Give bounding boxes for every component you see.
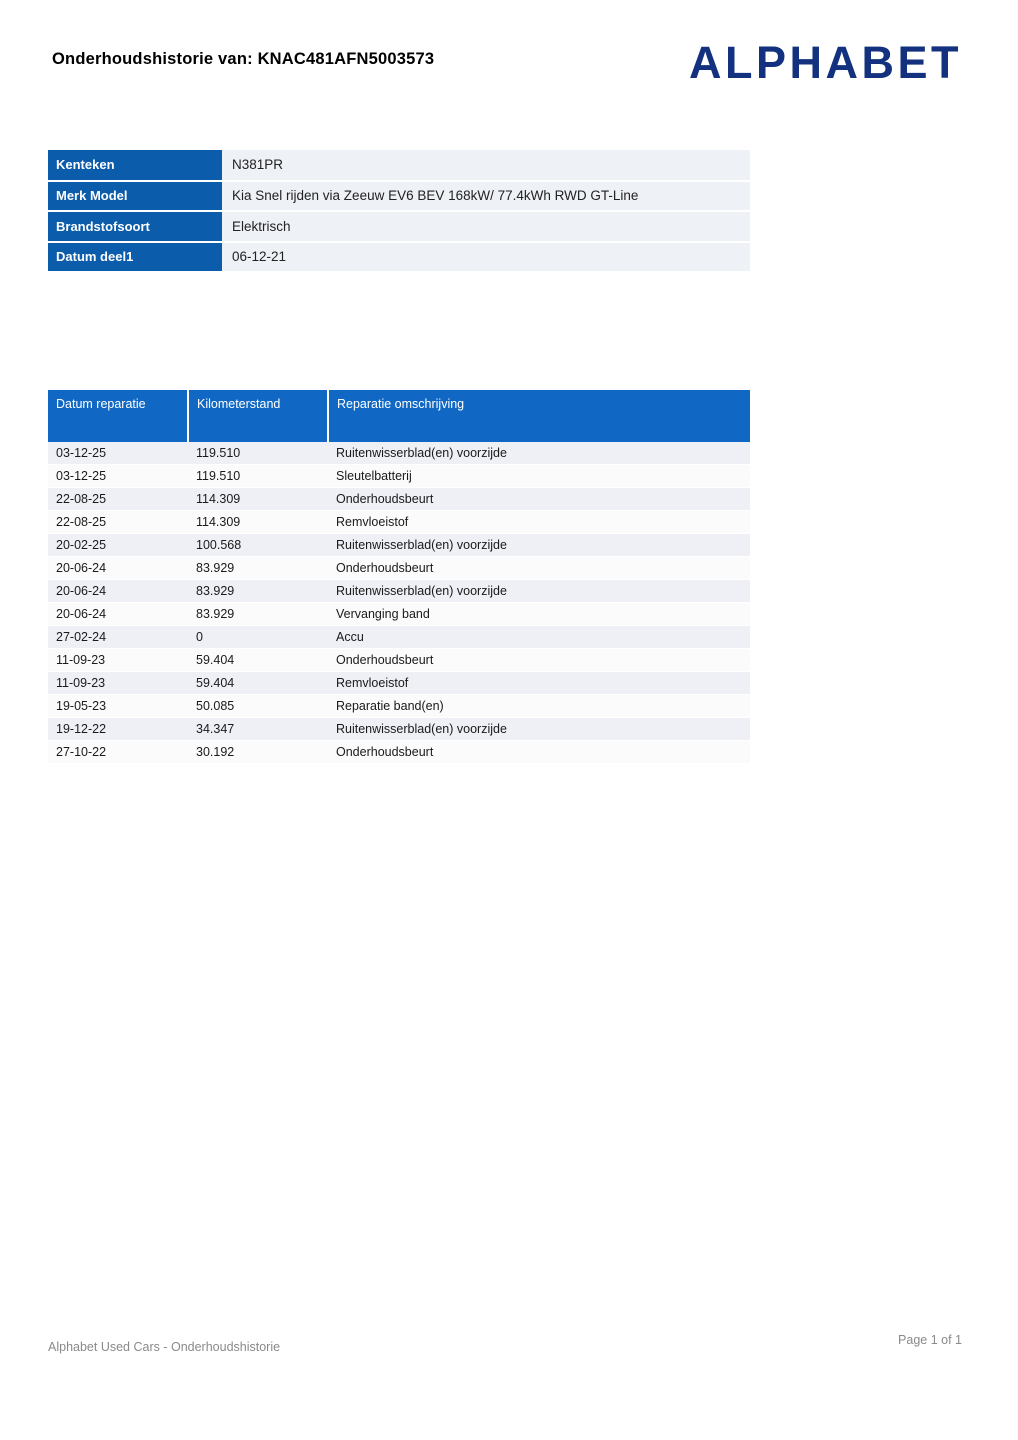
table-row <box>48 242 750 273</box>
cell-mileage: 83.929 <box>188 557 328 580</box>
table-row <box>48 741 750 764</box>
cell-date: 19-05-23 <box>48 695 188 718</box>
table-row <box>48 150 750 181</box>
cell-date: 20-06-24 <box>48 580 188 603</box>
cell-date: 20-06-24 <box>48 603 188 626</box>
column-header-datum-reparatie: Datum reparatie <box>48 390 188 442</box>
info-label-kenteken: Kenteken <box>48 150 222 181</box>
table-row <box>48 649 750 672</box>
cell-date: 27-10-22 <box>48 741 188 764</box>
cell-date: 11-09-23 <box>48 649 188 672</box>
cell-mileage: 114.309 <box>188 488 328 511</box>
cell-mileage: 34.347 <box>188 718 328 741</box>
cell-date: 03-12-25 <box>48 465 188 488</box>
cell-description: Accu <box>328 626 750 649</box>
cell-date: 20-06-24 <box>48 557 188 580</box>
table-row <box>48 718 750 741</box>
cell-date: 11-09-23 <box>48 672 188 695</box>
table-row <box>48 557 750 580</box>
table-row <box>48 580 750 603</box>
repair-history-body <box>48 442 750 764</box>
table-row <box>48 511 750 534</box>
table-row <box>48 672 750 695</box>
vehicle-info-body <box>48 150 750 272</box>
cell-date: 03-12-25 <box>48 442 188 465</box>
cell-mileage: 83.929 <box>188 580 328 603</box>
cell-description: Ruitenwisserblad(en) voorzijde <box>328 534 750 557</box>
cell-description: Ruitenwisserblad(en) voorzijde <box>328 442 750 465</box>
cell-mileage: 30.192 <box>188 741 328 764</box>
table-row <box>48 211 750 242</box>
cell-mileage: 83.929 <box>188 603 328 626</box>
page-number: Page 1 of 1 <box>898 1333 962 1347</box>
table-row <box>48 695 750 718</box>
cell-description: Onderhoudsbeurt <box>328 649 750 672</box>
info-value-merk-model: Kia Snel rijden via Zeeuw EV6 BEV 168kW/ 77.4kWh RWD GT-Line <box>222 181 750 212</box>
cell-description: Vervanging band <box>328 603 750 626</box>
cell-description: Remvloeistof <box>328 511 750 534</box>
info-label-brandstofsoort: Brandstofsoort <box>48 211 222 242</box>
vehicle-info-table <box>48 150 750 273</box>
info-value-datum-deel1: 06-12-21 <box>222 242 750 273</box>
repair-history-header <box>48 390 750 442</box>
cell-mileage: 100.568 <box>188 534 328 557</box>
cell-date: 27-02-24 <box>48 626 188 649</box>
repair-history-table <box>48 390 750 764</box>
table-row <box>48 626 750 649</box>
column-header-reparatie-omschrijving: Reparatie omschrijving <box>328 390 750 442</box>
cell-mileage: 114.309 <box>188 511 328 534</box>
table-row <box>48 465 750 488</box>
cell-description: Onderhoudsbeurt <box>328 741 750 764</box>
cell-description: Onderhoudsbeurt <box>328 557 750 580</box>
cell-mileage: 0 <box>188 626 328 649</box>
table-row <box>48 181 750 212</box>
footer-text: Alphabet Used Cars - Onderhoudshistorie <box>48 1340 281 1354</box>
cell-date: 20-02-25 <box>48 534 188 557</box>
table-row <box>48 603 750 626</box>
cell-description: Onderhoudsbeurt <box>328 488 750 511</box>
page-title: Onderhoudshistorie van: KNAC481AFN5003573 <box>52 50 435 68</box>
cell-mileage: 119.510 <box>188 442 328 465</box>
table-row <box>48 442 750 465</box>
cell-description: Remvloeistof <box>328 672 750 695</box>
cell-mileage: 50.085 <box>188 695 328 718</box>
cell-description: Ruitenwisserblad(en) voorzijde <box>328 718 750 741</box>
info-value-kenteken: N381PR <box>222 150 750 181</box>
info-label-merk-model: Merk Model <box>48 181 222 212</box>
table-row <box>48 534 750 557</box>
cell-mileage: 119.510 <box>188 465 328 488</box>
cell-description: Reparatie band(en) <box>328 695 750 718</box>
cell-description: Sleutelbatterij <box>328 465 750 488</box>
cell-mileage: 59.404 <box>188 649 328 672</box>
info-value-brandstofsoort: Elektrisch <box>222 211 750 242</box>
info-label-datum-deel1: Datum deel1 <box>48 242 222 273</box>
cell-date: 22-08-25 <box>48 511 188 534</box>
cell-mileage: 59.404 <box>188 672 328 695</box>
table-row <box>48 488 750 511</box>
column-header-kilometerstand: Kilometerstand <box>188 390 328 442</box>
cell-date: 19-12-22 <box>48 718 188 741</box>
cell-description: Ruitenwisserblad(en) voorzijde <box>328 580 750 603</box>
table-header-row <box>48 390 750 442</box>
cell-date: 22-08-25 <box>48 488 188 511</box>
alphabet-logo: ALPHABET <box>689 37 962 88</box>
